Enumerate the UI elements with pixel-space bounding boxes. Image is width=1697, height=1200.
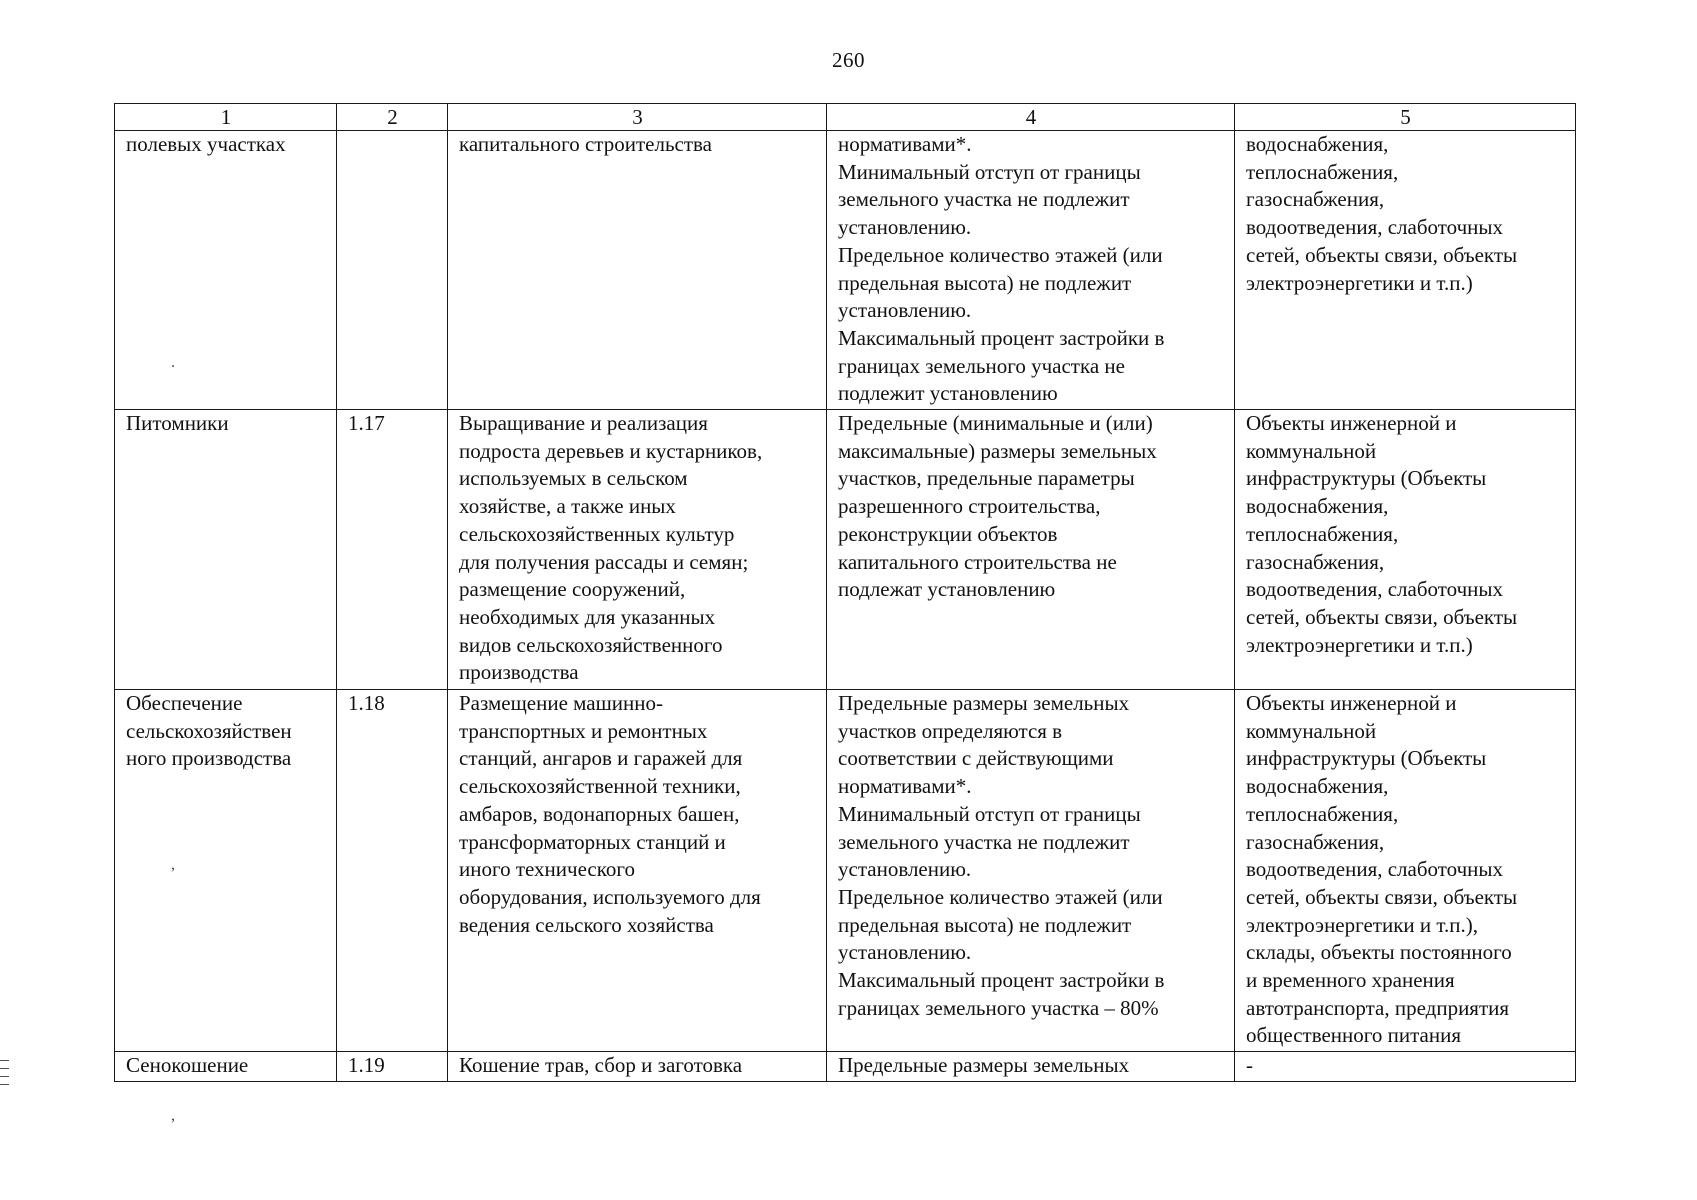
- use-type-cell: [115, 131, 337, 410]
- cell-text-line: полевых участках: [126, 132, 286, 156]
- parameters-cell: [827, 690, 1235, 1052]
- cell-text-line: Предельные размеры земельных: [838, 691, 1130, 715]
- cell-text-line: предельная высота) не подлежит: [838, 912, 1132, 937]
- cell-text-line: 1.19: [348, 1053, 385, 1077]
- cell-text-line: ведения сельского хозяйства: [459, 912, 714, 937]
- cell-text-line: электроэнергетики и т.п.),: [1246, 912, 1478, 937]
- cell-text-line: Максимальный процент застройки в: [838, 968, 1165, 993]
- cell-text-line: установлению.: [838, 298, 972, 323]
- cell-text-line: установлению.: [838, 940, 972, 965]
- parameters-cell: [827, 131, 1235, 410]
- use-code-cell: [337, 131, 448, 410]
- cell-text-line: Предельные размеры земельных: [838, 1053, 1130, 1077]
- cell-text-line: коммунальной: [1246, 718, 1377, 743]
- cell-text-line: теплоснабжения,: [1246, 159, 1399, 184]
- cell-text-line: трансформаторных станций и: [459, 829, 726, 854]
- auxiliary-uses-cell: [1235, 690, 1576, 1052]
- parameters-cell: [827, 1052, 1235, 1082]
- cell-text-line: иного технического: [459, 857, 635, 882]
- cell-text-line: для получения рассады и семян;: [459, 549, 749, 574]
- table-row: [115, 1052, 1576, 1082]
- use-code-cell: [337, 1052, 448, 1082]
- cell-text-line: сетей, объекты связи, объекты: [1246, 604, 1518, 629]
- cell-text-line: электроэнергетики и т.п.): [1246, 632, 1473, 657]
- cell-text-line: общественного питания: [1246, 1023, 1461, 1048]
- binding-edge-marks: [0, 1060, 9, 1092]
- table-row: [115, 131, 1576, 410]
- cell-text-line: Обеспечение: [126, 691, 243, 715]
- cell-text-line: сельскохозяйственной техники,: [459, 774, 741, 799]
- cell-text-line: размещение сооружений,: [459, 577, 686, 602]
- use-description-cell: [448, 1052, 827, 1082]
- page-number: 260: [832, 48, 865, 72]
- cell-text-line: хозяйстве, а также иных: [459, 494, 676, 519]
- cell-text-line: Минимальный отступ от границы: [838, 159, 1141, 184]
- cell-text-line: станций, ангаров и гаражей для: [459, 746, 743, 771]
- auxiliary-uses-cell: [1235, 410, 1576, 690]
- cell-text-line: транспортных и ремонтных: [459, 718, 708, 743]
- cell-text-line: максимальные) размеры земельных: [838, 438, 1157, 463]
- column-header: 2: [337, 104, 448, 131]
- table-row: [115, 410, 1576, 690]
- cell-text-line: Размещение машинно-: [459, 691, 663, 715]
- cell-text-line: сетей, объекты связи, объекты: [1246, 884, 1518, 909]
- cell-text-line: амбаров, водонапорных башен,: [459, 801, 740, 826]
- cell-text-line: газоснабжения,: [1246, 549, 1385, 574]
- table-header-row: [115, 104, 1576, 131]
- use-description-cell: [448, 690, 827, 1052]
- cell-text-line: водоснабжения,: [1246, 774, 1389, 799]
- cell-text-line: Кошение трав, сбор и заготовка: [459, 1053, 743, 1077]
- column-header: 1: [115, 104, 337, 131]
- cell-text-line: водоотведения, слаботочных: [1246, 857, 1504, 882]
- cell-text-line: подлежит установлению: [838, 381, 1058, 406]
- column-header: 4: [827, 104, 1235, 131]
- scan-speck: ,: [171, 1107, 175, 1124]
- cell-text-line: земельного участка не подлежит: [838, 187, 1130, 212]
- cell-text-line: необходимых для указанных: [459, 604, 716, 629]
- use-type-cell: [115, 410, 337, 690]
- cell-text-line: автотранспорта, предприятия: [1246, 995, 1510, 1020]
- cell-text-line: Предельное количество этажей (или: [838, 884, 1163, 909]
- column-header: 3: [448, 104, 827, 131]
- cell-text-line: сельскохозяйственных культур: [459, 521, 735, 546]
- cell-text-line: нормативами*.: [838, 132, 972, 156]
- cell-text-line: Максимальный процент застройки в: [838, 325, 1165, 350]
- cell-text-line: склады, объекты постоянного: [1246, 940, 1512, 965]
- cell-text-line: газоснабжения,: [1246, 187, 1385, 212]
- cell-text-line: инфраструктуры (Объекты: [1246, 466, 1487, 491]
- cell-text-line: нормативами*.: [838, 774, 972, 799]
- cell-text-line: земельного участка не подлежит: [838, 829, 1130, 854]
- cell-text-line: и временного хранения: [1246, 968, 1455, 993]
- cell-text-line: производства: [459, 660, 579, 685]
- cell-text-line: установлению.: [838, 215, 972, 240]
- cell-text-line: участков определяются в: [838, 718, 1063, 743]
- cell-text-line: Сенокошение: [126, 1053, 249, 1077]
- cell-text-line: газоснабжения,: [1246, 829, 1385, 854]
- cell-text-line: подлежат установлению: [838, 577, 1056, 602]
- cell-text-line: сетей, объекты связи, объекты: [1246, 242, 1518, 267]
- cell-text-line: 1.18: [348, 691, 385, 715]
- scan-speck: ,: [171, 856, 175, 873]
- cell-text-line: подроста деревьев и кустарников,: [459, 438, 763, 463]
- cell-text-line: соответствии с действующими: [838, 746, 1114, 771]
- table-row: [115, 690, 1576, 1052]
- cell-text-line: Предельное количество этажей (или: [838, 242, 1163, 267]
- cell-text-line: Питомники: [126, 411, 229, 435]
- use-code-cell: [337, 690, 448, 1052]
- cell-text-line: границах земельного участка – 80%: [838, 995, 1159, 1020]
- cell-text-line: капитального строительства: [459, 132, 712, 156]
- cell-text-line: оборудования, используемого для: [459, 884, 761, 909]
- use-code-cell: [337, 410, 448, 690]
- auxiliary-uses-cell: [1235, 131, 1576, 410]
- cell-text-line: теплоснабжения,: [1246, 801, 1399, 826]
- column-header: 5: [1235, 104, 1576, 131]
- cell-text-line: установлению.: [838, 857, 972, 882]
- cell-text-line: сельскохозяйствен: [126, 718, 292, 743]
- land-use-table: [114, 103, 1576, 1082]
- cell-text-line: границах земельного участка не: [838, 353, 1125, 378]
- cell-text-line: Объекты инженерной и: [1246, 411, 1457, 435]
- cell-text-line: предельная высота) не подлежит: [838, 270, 1132, 295]
- cell-text-line: разрешенного строительства,: [838, 494, 1101, 519]
- cell-text-line: 1.17: [348, 411, 385, 435]
- cell-text-line: видов сельскохозяйственного: [459, 632, 723, 657]
- cell-text-line: водоотведения, слаботочных: [1246, 215, 1504, 240]
- cell-text-line: водоснабжения,: [1246, 132, 1389, 156]
- cell-text-line: коммунальной: [1246, 438, 1377, 463]
- use-type-cell: [115, 690, 337, 1052]
- cell-text-line: теплоснабжения,: [1246, 521, 1399, 546]
- use-description-cell: [448, 410, 827, 690]
- use-type-cell: [115, 1052, 337, 1082]
- cell-text-line: капитального строительства не: [838, 549, 1117, 574]
- scan-speck: .: [171, 354, 175, 371]
- cell-text-line: -: [1246, 1053, 1253, 1077]
- cell-text-line: ного производства: [126, 746, 292, 771]
- cell-text-line: Минимальный отступ от границы: [838, 801, 1141, 826]
- auxiliary-uses-cell: [1235, 1052, 1576, 1082]
- cell-text-line: участков, предельные параметры: [838, 466, 1135, 491]
- cell-text-line: используемых в сельском: [459, 466, 688, 491]
- cell-text-line: реконструкции объектов: [838, 521, 1058, 546]
- cell-text-line: Предельные (минимальные и (или): [838, 411, 1153, 435]
- cell-text-line: электроэнергетики и т.п.): [1246, 270, 1473, 295]
- cell-text-line: инфраструктуры (Объекты: [1246, 746, 1487, 771]
- parameters-cell: [827, 410, 1235, 690]
- use-description-cell: [448, 131, 827, 410]
- cell-text-line: Выращивание и реализация: [459, 411, 708, 435]
- cell-text-line: Объекты инженерной и: [1246, 691, 1457, 715]
- cell-text-line: водоснабжения,: [1246, 494, 1389, 519]
- cell-text-line: водоотведения, слаботочных: [1246, 577, 1504, 602]
